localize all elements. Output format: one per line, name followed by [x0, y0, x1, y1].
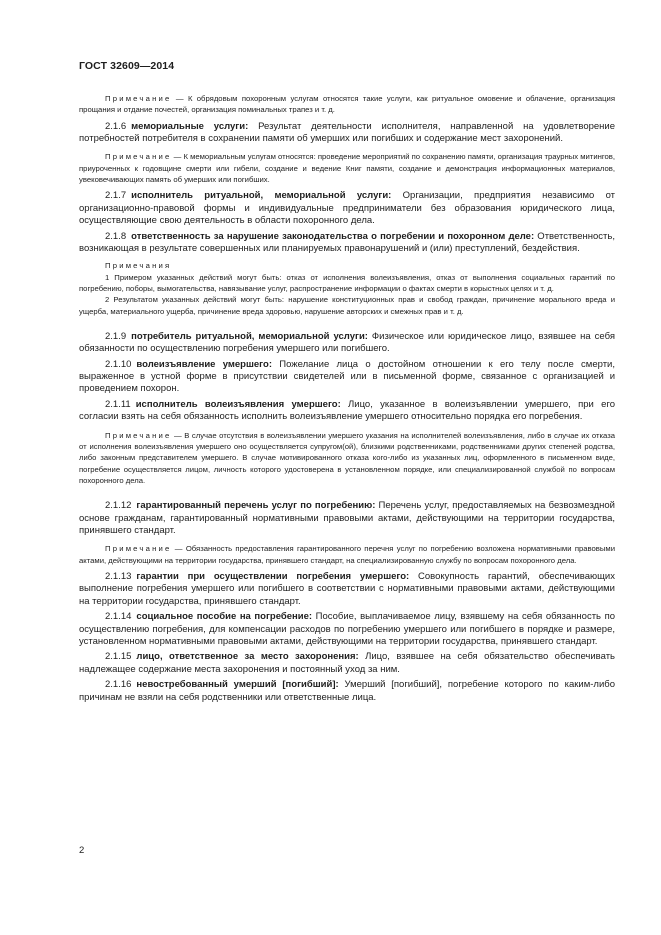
definition: Результат деятельности исполнителя, направленной на удовлетворение потребностей потребителя в сохранении памяти об умерших или погибших и содержание мест захоронений. — [79, 120, 616, 144]
note-dash: — — [171, 94, 188, 103]
clause-number: 2.1.12 — [105, 500, 132, 512]
note-text — [79, 543, 615, 566]
term: исполнитель волеизъявления умершего: — [135, 398, 341, 410]
note-body: Обязанность предоставления гарантированного перечня услуг по погребению возложена нормативными правовыми актами, действующими на территории государства, принявшего стандарт, на специализированную службу по вопросам похоронного дела. — [79, 544, 615, 565]
page-number: 2 — [79, 845, 85, 856]
note-item: 2 Результатом указанных действий могут быть: нарушение конституционных прав и свобод граждан, причинение морального вреда и ущерба, материального ущерба, причинение вреда здоровью, нарушение авторских и смежных прав и т. д. — [79, 295, 615, 316]
note-dash: — — [171, 152, 184, 162]
definition: Пособие, выплачиваемое лицу, взявшему на себя обязанность по осуществлению погребения, для компенсации расходов по погребению умершего или погибшего в порядке и размере, установленном нормативными правовыми актами, действующими на территории государства, принявшего стандарт. — [79, 611, 615, 647]
note-label: Примечание — [105, 152, 172, 162]
term-definition — [79, 679, 615, 704]
term: невостребованный умерший [погибший]: — [136, 679, 339, 691]
term: исполнитель ритуальной, мемориальной услуги: — [131, 190, 392, 202]
definition: Перечень услуг, предоставляемых на безвозмездной основе гражданам, гарантированный нормативными правовыми актами, действующими на территории государства, принявшего стандарт. — [79, 500, 615, 536]
note-dash: — — [171, 430, 185, 440]
term-definition — [79, 571, 615, 608]
definition: Лицо, взявшее на себя обязательство обеспечивать надлежащее содержание места захоронения и постоянный уход за ним. — [79, 651, 615, 675]
spacer — [79, 491, 615, 500]
clause-number: 2.1.9 — [105, 330, 127, 342]
term-definition — [79, 500, 615, 537]
definition: Совокупность гарантий, обеспечивающих выполнение погребения умершего или погибшего в соответствии с нормативными правовыми актами, действующими на территории государства, принявшего стандарт. — [79, 570, 615, 607]
term: потребитель ритуальной, мемориальной услуги: — [131, 330, 368, 342]
note — [79, 93, 615, 116]
term-definition — [79, 359, 615, 396]
note-text — [79, 151, 615, 185]
term: мемориальные услуги: — [131, 120, 249, 132]
definition: Умерший [погибший], погребение которого по каким-либо причинам не взяли на себя родственники или ответственные лица. — [79, 679, 615, 703]
term: волеизъявление умершего: — [136, 358, 272, 370]
note — [79, 543, 615, 566]
document-body — [79, 91, 615, 707]
note-label: Примечание — [105, 544, 172, 554]
note-dash: — — [171, 544, 186, 554]
document-header: ГОСТ 32609—2014 — [79, 60, 175, 72]
clause-number: 2.1.15 — [105, 651, 132, 663]
clause-number: 2.1.16 — [105, 679, 132, 691]
term-definition — [79, 121, 615, 146]
clause-number: 2.1.10 — [105, 358, 132, 370]
clause-number: 2.1.11 — [105, 398, 131, 410]
term-definition — [79, 651, 615, 676]
clause-number: 2.1.6 — [105, 120, 127, 132]
term: лицо, ответственное за место захоронения: — [136, 651, 359, 663]
clause-number: 2.1.14 — [105, 611, 132, 623]
term: гарантии при осуществлении погребения умершего: — [136, 570, 410, 582]
term-definition — [79, 231, 615, 256]
term-definition — [79, 331, 615, 356]
note-body: В случае отсутствия в волеизъявлении умершего указания на исполнителей волеизъявления, либо в случае их отказа от исполнения волеизъявления умершего оно осуществляется супругом(ой), близкими родственниками, родственниками других степеней родства, либо законным представителем умершего. В случае мотивированного отказа кого-либо из указанных лиц, оформленного в письменном виде, погребение осуществляется лицом, личность которого удостоверена в установленном порядке, или специализированной службой по вопросам похоронного дела. — [79, 430, 615, 485]
note-body: К мемориальным услугам относятся: проведение мероприятий по сохранению памяти, организация траурных митингов, приуроченных к годовщине смерти или гибели, создание и ведение Книг памяти, создание и демонстрация информационных материалов, увековечивающих память об умерших или погибших. — [79, 152, 615, 184]
term: ответственность за нарушение законодательства о погребении и похоронном деле: — [131, 230, 535, 242]
note-text — [79, 430, 615, 486]
notes-label: Примечания — [105, 261, 172, 271]
note-item: 1 Примером указанных действий могут быть: отказ от исполнения волеизъявления, отказ от выполнения социальных гарантий по погребению, поборы, вымогательства, навязывание услуг, распространение информации о фактах смерти в корыстных целях и т. д. — [79, 272, 615, 293]
note-label: Примечание — [105, 94, 172, 103]
note-body: К обрядовым похоронным услугам относятся такие услуги, как ритуальное омовение и облачение, организация прощания и отдание почестей, организация поминальных трапез и т. д. — [79, 94, 615, 115]
note — [79, 430, 615, 486]
spacer — [79, 322, 615, 331]
definition: Организации, предприятия независимо от организационно-правовой формы и индивидуальные предприниматели без образования юридического лица, осуществляющие свою деятельность в области похоронного дела. — [79, 190, 615, 227]
definition: Пожелание лица о достойном отношении к его телу после смерти, выраженное в устной форме в присутствии свидетелей или в письменной форме, связанное с организацией и проведением похорон. — [79, 358, 615, 395]
clause-number: 2.1.8 — [105, 230, 127, 242]
clause-number: 2.1.7 — [105, 190, 127, 202]
definition: Лицо, указанное в волеизъявлении умершего, при его согласии взять на себя обязанность исполнить волеизъявление умершего относительно порядка его погребения. — [79, 398, 615, 423]
term-definition — [79, 399, 615, 424]
term-definition — [79, 190, 615, 227]
definition: Физическое или юридическое лицо, взявшее на себя обязанности по осуществлению погребения умершего или погибшего. — [79, 330, 615, 355]
note-text — [79, 93, 615, 116]
note — [79, 151, 615, 185]
note-label: Примечание — [105, 430, 172, 440]
term-definition — [79, 611, 615, 648]
term: социальное пособие на погребение: — [136, 611, 313, 623]
term: гарантированный перечень услуг по погребению: — [136, 500, 376, 512]
clause-number: 2.1.13 — [105, 570, 132, 582]
notes — [79, 260, 615, 316]
definition: Ответственность, возникающая в результате совершенных или планируемых правонарушений и (или) преступлений, бездействия. — [79, 230, 615, 254]
